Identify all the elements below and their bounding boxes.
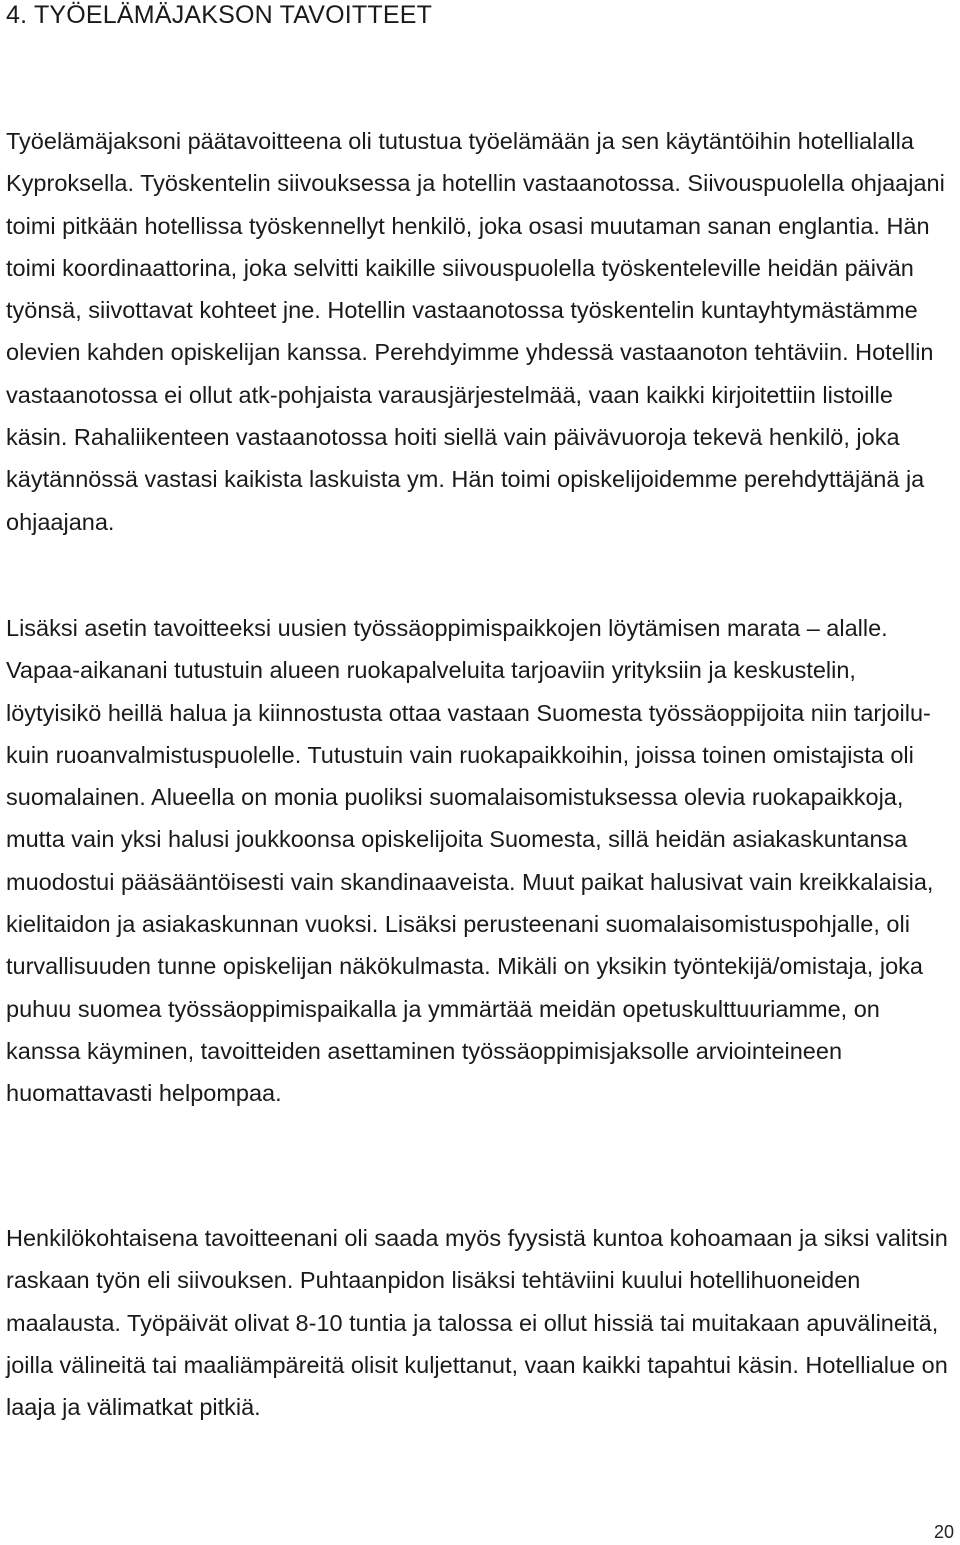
paragraph-placement-search: Lisäksi asetin tavoitteeksi uusien työssäoppimispaikkojen löytämisen marata – alalle. Vapaa-aikanani tutustuin alueen ruokapalveluita tarjoaviin yrityksiin ja keskustelin, löytyisikö heillä halua ja kiinnostusta ottaa vastaan Suomesta työssäoppijoita niin tarjoilu- kuin ruoanvalmistuspuolelle. Tutustuin vain ruokapaikkoihin, joissa toinen omistajista oli suomalainen. Alueella on monia puoliksi suomalaisomistuksessa olevia ruokapaikkoja, mutta vain yksi halusi joukkoonsa opiskelijoita Suomesta, sillä heidän asiakaskuntansa muodostui pääsääntöisesti vain skandinaaveista. Muut paikat halusivat vain kreikkalaisia, kielitaidon ja asiakaskunnan vuoksi. Lisäksi perusteenani suomalaisomistuspohjalle, oli turvallisuuden tunne opiskelijan näkökulmasta. Mikäli on yksikin työntekijä/omistaja, joka puhuu suomea työssäoppimispaikalla ja ymmärtää meidän opetuskulttuuriamme, on kanssa käyminen, tavoitteiden asettaminen työssäoppimisjaksolle arviointeineen huomattavasti helpompaa. <box>6 615 934 1107</box>
paragraph-work-goals: Työelämäjaksoni päätavoitteena oli tutustua työelämään ja sen käytäntöihin hotellialalla Kyproksella. Työskentelin siivouksessa ja hotellin vastaanotossa. Siivouspuolella ohjaajani toimi pitkään hotellissa työskennellyt henkilö, joka osasi muutaman sanan englantia. Hän toimi koordinaattorina, joka selvitti kaikille siivouspuolella työskenteleville heidän päivän työnsä, siivottavat kohteet jne. Hotellin vastaanotossa työskentelin kuntayhtymästämme olevien kahden opiskelijan kanssa. Perehdyimme yhdessä vastaanoton tehtäviin. Hotellin vastaanotossa ei ollut atk-pohjaista varausjärjestelmää, vaan kaikki kirjoitettiin listoille käsin. Rahaliikenteen vastaanotossa hoiti siellä vain päivävuoroja tekevä henkilö, joka käytännössä vastasi kaikista laskuista ym. Hän toimi opiskelijoidemme perehdyttäjänä ja ohjaajana. <box>6 128 945 535</box>
page-number: 20 <box>933 1522 954 1542</box>
paragraph-personal-goal: Henkilökohtaisena tavoitteenani oli saada myös fyysistä kuntoa kohoamaan ja siksi valitsin raskaan työn eli siivouksen. Puhtaanpidon lisäksi tehtäviini kuului hotellihuoneiden maalausta. Työpäivät olivat 8-10 tuntia ja talossa ei ollut hissiä tai muitakaan apuvälineitä, joilla välineitä tai maaliämpäreitä olisit kuljettanut, vaan kaikki tapahtui käsin. Hotellialue on laaja ja välimatkat pitkiä. <box>6 1225 948 1421</box>
section-heading: 4. TYÖELÄMÄJAKSON TAVOITTEET <box>6 1 433 29</box>
